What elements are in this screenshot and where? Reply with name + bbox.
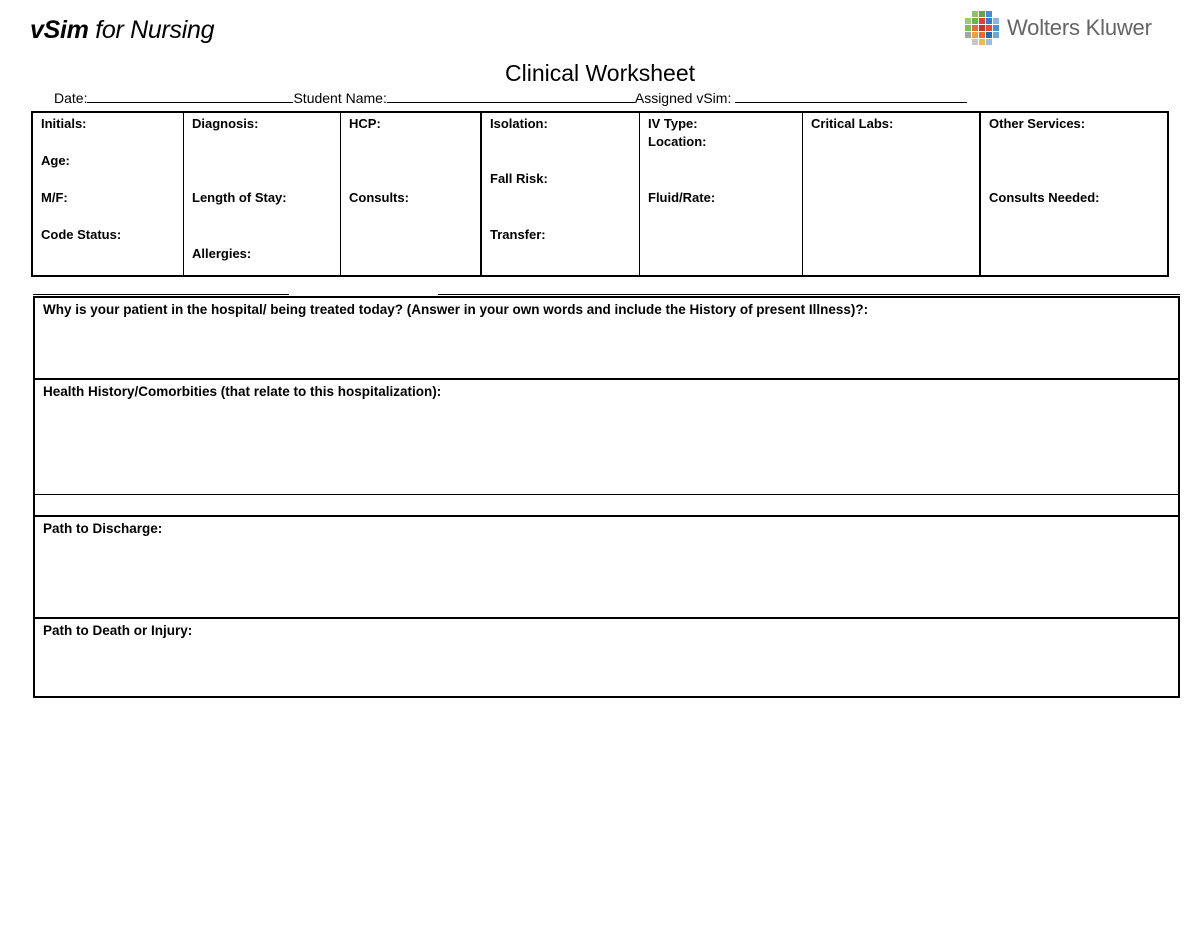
path-to-discharge-label: Path to Discharge: <box>43 521 163 536</box>
initials-label: Initials: <box>41 116 87 131</box>
grid-col-critical-labs[interactable] <box>802 113 980 275</box>
grid-col-iv[interactable] <box>639 113 803 275</box>
health-history-label: Health History/Comorbities (that relate to this hospitalization): <box>43 384 442 399</box>
wolters-kluwer-wordmark: Wolters Kluwer <box>1007 15 1152 40</box>
transfer-label: Transfer: <box>490 227 546 242</box>
fluid-rate-label: Fluid/Rate: <box>648 190 716 205</box>
mf-label: M/F: <box>41 190 68 205</box>
narrative-sections <box>33 296 1180 698</box>
wolters-kluwer-mosaic-icon <box>965 11 999 45</box>
diagnosis-label: Diagnosis: <box>192 116 259 131</box>
why-hospitalized-label: Why is your patient in the hospital/ being treated today? (Answer in your own words and include the History of present Illness)?: <box>43 302 869 317</box>
date-field[interactable] <box>87 90 293 103</box>
vsim-logo-bold: vSim <box>30 16 89 44</box>
health-history-section[interactable] <box>35 380 1178 493</box>
grid-col-isolation[interactable] <box>480 113 641 275</box>
page-title: Clinical Worksheet <box>504 60 696 86</box>
student-name-label: Student Name: <box>293 90 387 106</box>
allergies-label: Allergies: <box>192 246 252 261</box>
path-to-discharge-section[interactable] <box>35 517 1178 617</box>
code-status-label: Code Status: <box>41 227 122 242</box>
fall-risk-label: Fall Risk: <box>490 171 548 186</box>
grid-col-hcp[interactable] <box>340 113 481 275</box>
isolation-label: Isolation: <box>490 116 548 131</box>
divider-stub-right <box>438 294 1180 295</box>
grid-col-initials[interactable] <box>33 113 183 275</box>
iv-type-label: IV Type: <box>648 116 698 131</box>
other-services-label: Other Services: <box>989 116 1086 131</box>
why-hospitalized-section[interactable] <box>35 298 1178 378</box>
consults-needed-label: Consults Needed: <box>989 190 1100 205</box>
patient-info-grid <box>31 111 1169 277</box>
age-label: Age: <box>41 153 70 168</box>
location-label: Location: <box>648 134 707 149</box>
grid-col-other-services[interactable] <box>979 113 1169 275</box>
grid-col-diagnosis[interactable] <box>183 113 341 275</box>
path-to-death-label: Path to Death or Injury: <box>43 623 193 638</box>
length-of-stay-label: Length of Stay: <box>192 190 287 205</box>
path-to-death-section[interactable] <box>35 619 1178 698</box>
vsim-logo <box>30 15 214 45</box>
vsim-logo-text: for Nursing <box>88 16 215 44</box>
section-divider <box>35 494 1178 495</box>
header-fields <box>54 89 967 107</box>
hcp-label: HCP: <box>349 116 381 131</box>
divider-stub-left <box>33 294 289 295</box>
critical-labs-label: Critical Labs: <box>811 116 894 131</box>
wolters-kluwer-logo <box>965 11 1152 45</box>
date-label: Date: <box>54 90 88 106</box>
assigned-vsim-label: Assigned vSim: <box>634 90 732 106</box>
consults-label: Consults: <box>349 190 409 205</box>
student-name-field[interactable] <box>387 90 635 103</box>
assigned-vsim-field[interactable] <box>735 90 967 103</box>
